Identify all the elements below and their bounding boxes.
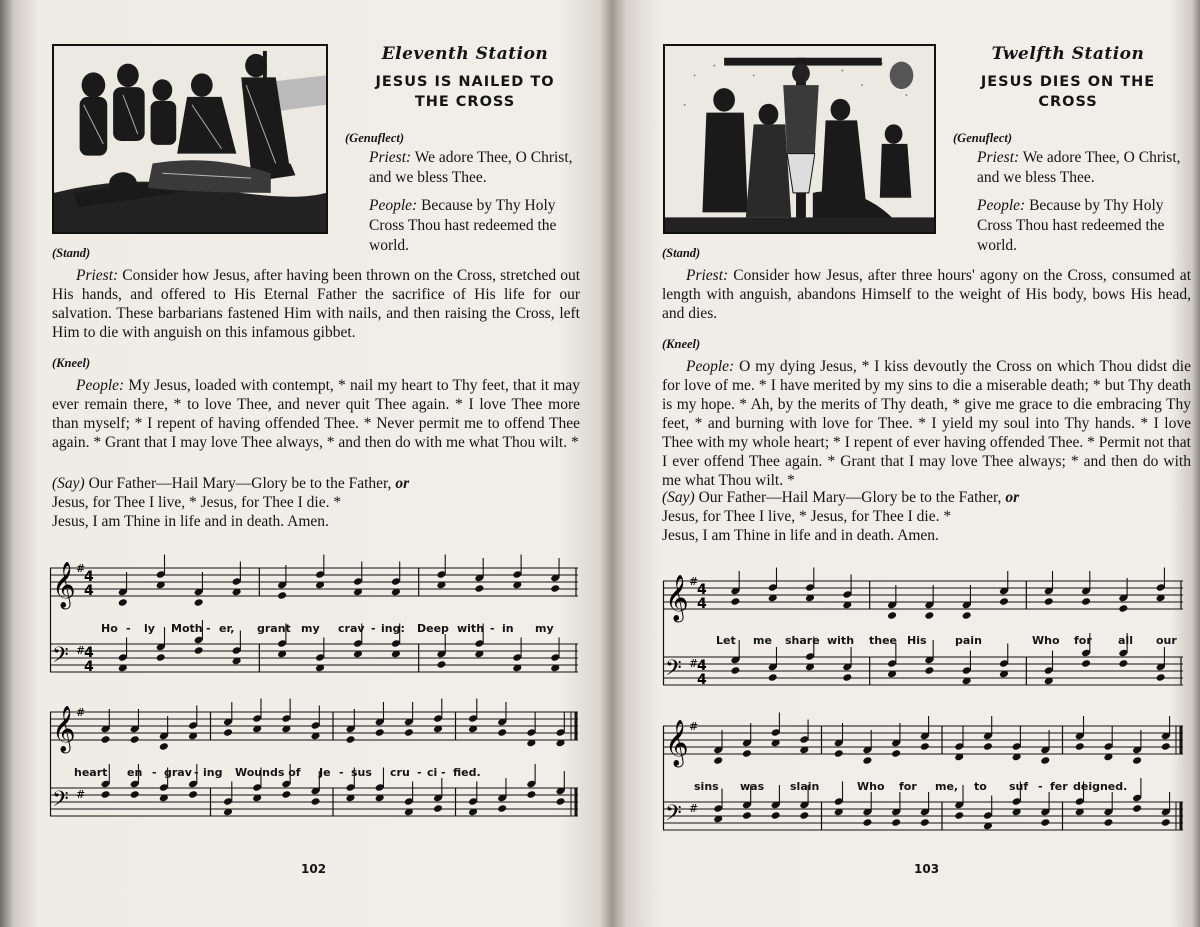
meditation-body: Consider how Jesus, after having been thrown on the Cross, stretched out His hands, and offered to His Eternal Father the sacrifice of His life for our salvation. These barbarians fastened Him with nails, and then raising the Cross, left Him to die with anguish on this infamous gibbet. — [52, 267, 580, 341]
role-label: Priest: — [369, 149, 412, 166]
svg-text:4: 4 — [84, 659, 94, 675]
page-number: 103 — [914, 862, 940, 876]
lyric-syllable: with — [827, 634, 855, 647]
lyric-syllable: suf — [1009, 780, 1029, 793]
lyric-syllable: Who — [1032, 634, 1060, 647]
svg-text:𝄞: 𝄞 — [665, 720, 689, 766]
versicle-text: We adore Thee, O Christ, and we bless Thee. — [977, 149, 1181, 186]
svg-text:4: 4 — [84, 583, 94, 599]
stand-rubric: (Stand) — [52, 246, 91, 260]
svg-text:#: # — [76, 788, 86, 801]
woodcut-crucifixion-icon — [663, 44, 936, 234]
lyric-syllable: ing — [203, 766, 223, 779]
title-line-2: THE CROSS — [414, 94, 516, 110]
response-text: Because by Thy Holy Cross Thou hast redeemed the world. — [977, 197, 1165, 254]
svg-text:4: 4 — [697, 658, 707, 674]
left-page — [45, 0, 585, 927]
station-header — [943, 44, 1193, 112]
svg-text:4: 4 — [697, 582, 707, 598]
meditation-block — [52, 244, 580, 452]
lyric-hyphen: - — [490, 622, 495, 635]
or-word: or — [395, 475, 410, 492]
lyric-syllable: Let — [716, 634, 736, 647]
svg-text:𝄢: 𝄢 — [665, 801, 682, 831]
meditation-text — [662, 266, 1191, 323]
prayer-text — [52, 376, 580, 452]
lyric-syllable: grav — [164, 766, 192, 779]
lyric-syllable: me, — [935, 780, 959, 793]
versicle-text: We adore Thee, O Christ, and we bless Thee. — [369, 149, 573, 186]
title-line-2: CROSS — [1038, 94, 1098, 110]
svg-text:4: 4 — [84, 569, 94, 585]
right-page — [660, 0, 1195, 927]
lyric-syllable: Who — [857, 780, 885, 793]
versicle-block — [345, 128, 582, 256]
closing-prayers — [662, 488, 1191, 545]
lyric-syllable: all — [1118, 634, 1133, 647]
lyric-syllable: pain — [955, 634, 982, 647]
lyric-hyphen: - — [441, 766, 446, 779]
lyric-syllable: Ho — [101, 622, 118, 635]
title-line-1: JESUS IS NAILED TO — [375, 74, 555, 90]
priest-versicle — [953, 148, 1190, 188]
response-text: Because by Thy Holy Cross Thou hast redeemed the world. — [369, 197, 557, 254]
lyric-hyphen: - — [152, 766, 157, 779]
svg-text:#: # — [76, 644, 86, 657]
closing-prayers — [52, 474, 580, 531]
lyric-syllable: sus — [351, 766, 372, 779]
lyric-hyphen: - — [371, 622, 376, 635]
say-line — [52, 474, 580, 493]
genuflect-rubric: (Genuflect) — [953, 131, 1013, 145]
page-number: 102 — [301, 862, 327, 876]
lyric-hyphen: - — [194, 766, 199, 779]
svg-text:#: # — [76, 562, 86, 575]
kneel-rubric: (Kneel) — [662, 337, 701, 351]
lyric-syllable: slain — [790, 780, 820, 793]
svg-text:𝄢: 𝄢 — [665, 656, 682, 686]
say-text: Our Father—Hail Mary—Glory be to the Father, — [84, 475, 396, 492]
lyric-syllable: for — [1074, 634, 1092, 647]
lyric-syllable: our — [1156, 634, 1177, 647]
lyric-syllable: share — [785, 634, 820, 647]
lyric-syllable: fer — [1050, 780, 1068, 793]
say-rubric: (Say) — [662, 489, 695, 506]
role-label: Priest: — [76, 267, 119, 284]
svg-text:#: # — [689, 575, 699, 588]
lyric-syllable: His — [907, 634, 927, 647]
svg-text:#: # — [689, 657, 699, 670]
lyric-hyphen: - — [126, 622, 131, 635]
lyric-syllable: was — [740, 780, 765, 793]
station-name: Eleventh Station — [381, 44, 549, 64]
lyric-syllable: ly — [144, 622, 155, 635]
ejaculation-line-1: Jesus, for Thee I live, * Jesus, for Thee I die. * — [662, 508, 952, 525]
svg-text:4: 4 — [84, 645, 94, 661]
lyric-syllable: with — [457, 622, 485, 635]
lyric-syllable: me — [753, 634, 772, 647]
lyric-syllable: to — [974, 780, 987, 793]
lyric-syllable: ci — [427, 766, 438, 779]
lyric-syllable: fied. — [453, 766, 481, 779]
role-label: People: — [686, 358, 735, 375]
lyric-syllable: Moth — [171, 622, 203, 635]
station-header — [350, 44, 580, 112]
woodcut-nailing-icon — [52, 44, 328, 234]
priest-versicle — [345, 148, 582, 188]
prayer-body: O my dying Jesus, * I kiss devoutly the Cross on which Thou didst die for love of me. * I have merited by my sins to die a miserable death; * but Thy death is my hope. * Ah, by the merits of Thy death, * give me grace to die embracing Thy feet, * and burning with love for Thee. * I yield my soul into Thy hands. * I love Thee with my whole heart; * I repent of ever having offended Thee. * Permit not that I ever offend Thee again. * Grant that I may love Thee always; * and then do with me what Thou wilt. * — [662, 358, 1191, 489]
lyric-syllable: my — [535, 622, 554, 635]
lyric-hyphen: - — [339, 766, 344, 779]
svg-text:#: # — [76, 706, 86, 719]
lyric-syllable: sins — [694, 780, 719, 793]
lyric-syllable: grant — [257, 622, 291, 635]
versicle-block — [953, 128, 1190, 256]
lyric-syllable: Wounds of — [235, 766, 301, 779]
genuflect-rubric: (Genuflect) — [345, 131, 405, 145]
title-line-1: JESUS DIES ON THE — [980, 74, 1156, 90]
say-line — [662, 488, 1191, 507]
lyric-syllable: er, — [219, 622, 235, 635]
say-rubric: (Say) — [52, 475, 85, 492]
lyric-hyphen: - — [206, 622, 211, 635]
lyric-syllable: thee — [869, 634, 898, 647]
lyric-syllable: Deep — [417, 622, 449, 635]
lyric-syllable: deigned. — [1073, 780, 1128, 793]
svg-text:𝄞: 𝄞 — [52, 706, 76, 752]
meditation-body: Consider how Jesus, after three hours' agony on the Cross, consumed at length with anguish, abandons Himself to the weight of His body, bows His head, and dies. — [662, 267, 1191, 322]
role-label: People: — [76, 377, 125, 394]
lyric-syllable: ing: — [381, 622, 405, 635]
role-label: Priest: — [686, 267, 729, 284]
role-label: Priest: — [977, 149, 1020, 166]
station-title — [350, 72, 580, 112]
stand-rubric: (Stand) — [662, 246, 701, 260]
svg-text:𝄞: 𝄞 — [665, 575, 689, 621]
lyric-syllable: en — [127, 766, 143, 779]
lyric-syllable: Je — [319, 766, 331, 779]
svg-text:𝄢: 𝄢 — [52, 787, 69, 817]
lyric-syllable: crav — [338, 622, 365, 635]
svg-text:#: # — [689, 720, 699, 733]
role-label: People: — [369, 197, 418, 214]
or-word: or — [1005, 489, 1020, 506]
role-label: People: — [977, 197, 1026, 214]
kneel-rubric: (Kneel) — [52, 356, 91, 370]
svg-text:#: # — [689, 802, 699, 815]
svg-text:𝄢: 𝄢 — [52, 643, 69, 673]
lyric-syllable: heart — [74, 766, 108, 779]
lyric-syllable: cru — [390, 766, 410, 779]
svg-text:𝄞: 𝄞 — [52, 562, 76, 608]
ejaculation-line-1: Jesus, for Thee I live, * Jesus, for Thee I die. * — [52, 494, 342, 511]
station-title — [943, 72, 1193, 112]
ejaculation-line-2: Jesus, I am Thine in life and in death. Amen. — [662, 527, 939, 544]
lyric-syllable: for — [899, 780, 917, 793]
lyric-syllable: my — [301, 622, 320, 635]
meditation-block — [662, 244, 1191, 490]
prayer-text — [662, 357, 1191, 490]
lyric-hyphen: - — [1038, 780, 1043, 793]
svg-text:4: 4 — [697, 596, 707, 612]
lyric-hyphen: - — [417, 766, 422, 779]
station-name: Twelfth Station — [991, 44, 1145, 64]
prayer-body: My Jesus, loaded with contempt, * nail my heart to Thy feet, that it may ever remain there, * to love Thee, and never quit Thee again. * I love Thee more than myself; * I repent of having offended Thee. * Never permit me to offend Thee again. * Grant that I may love Thee always, * and then do with me what Thou wilt. * — [52, 377, 580, 451]
svg-text:4: 4 — [697, 672, 707, 688]
ejaculation-line-2: Jesus, I am Thine in life and in death. Amen. — [52, 513, 329, 530]
meditation-text — [52, 266, 580, 342]
lyric-syllable: in — [502, 622, 514, 635]
say-text: Our Father—Hail Mary—Glory be to the Father, — [694, 489, 1006, 506]
